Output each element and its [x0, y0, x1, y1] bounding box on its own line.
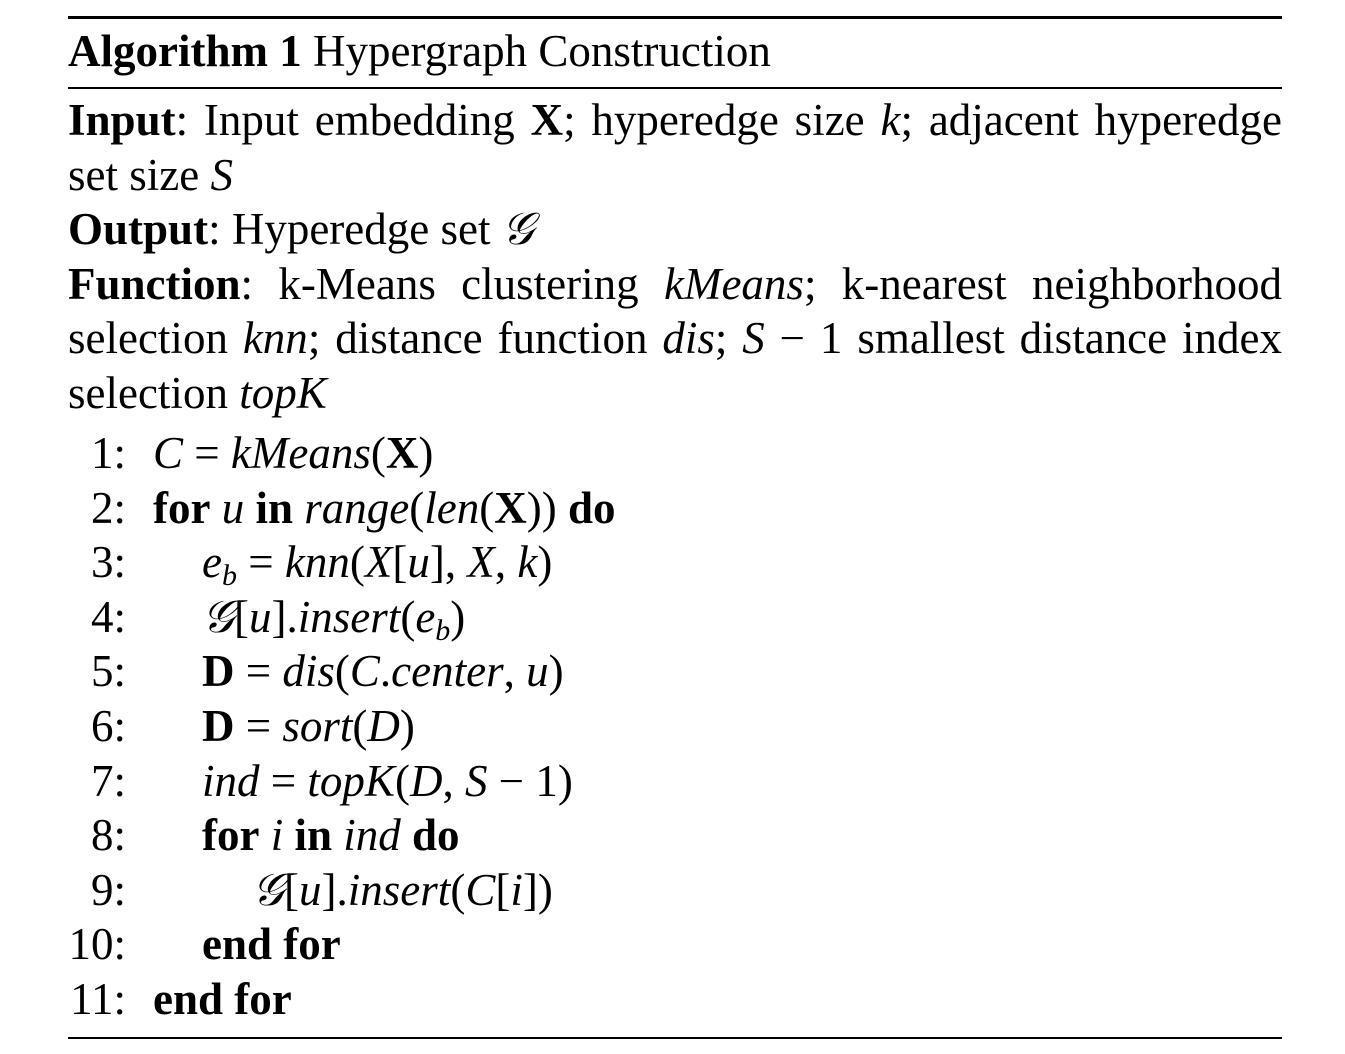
step-body: end for [202, 919, 341, 970]
algorithm-block [68, 16, 1282, 1039]
step-8 [68, 808, 1282, 863]
step-1 [68, 426, 1282, 481]
step-number: 3: [90, 537, 126, 588]
step-body: C = kMeans(X) [153, 428, 434, 478]
step-number: 6: [90, 700, 126, 751]
step-5 [68, 644, 1282, 699]
step-7 [68, 754, 1282, 809]
step-body: for u in range(len(X)) do [153, 482, 616, 533]
caption-rule [68, 87, 1282, 89]
step-number: 7: [90, 755, 126, 806]
step-body: 𝒢[u].insert(C[i]) [252, 862, 553, 916]
step-body: for i in ind do [202, 810, 460, 861]
function-key: Function [68, 258, 241, 309]
step-2 [68, 481, 1282, 536]
step-number: 11: [70, 973, 126, 1024]
step-number: 5: [90, 646, 126, 697]
output-text: : Hyperedge set 𝒢 [208, 202, 534, 255]
step-number: 4: [90, 591, 126, 642]
bottom-rule [68, 1037, 1282, 1039]
step-11 [68, 972, 1282, 1027]
step-body: ind = topK(D, S − 1) [202, 755, 573, 806]
algorithm-title: Hypergraph Construction [312, 26, 771, 76]
input-text: : Input embedding X; hyperedge size k; adjacent hyperedge set size S [68, 95, 1282, 200]
step-6 [68, 699, 1282, 754]
algorithm-label: Algorithm 1 [68, 26, 302, 76]
algorithm-caption [68, 19, 1282, 87]
step-3 [68, 535, 1282, 593]
step-body: end for [153, 973, 292, 1024]
input-line [68, 93, 1282, 202]
step-body: D = sort(D) [202, 700, 415, 751]
step-number: 8: [90, 810, 126, 861]
output-key: Output [68, 204, 209, 254]
input-key: Input [68, 95, 176, 145]
step-body: $𝒢[u].insert(e_b)$ [202, 589, 466, 647]
output-line [68, 202, 1282, 257]
step-number: 10: [68, 919, 126, 970]
algorithm-header [68, 93, 1282, 420]
step-body: $e_b = knn(X[u]$, X, k) [202, 537, 553, 593]
step-9 [68, 863, 1282, 918]
step-body: D = dis(C.center, u) [202, 646, 564, 697]
function-text: : k-Means clustering kMeans; k-nearest neighborhood selection knn; distance function dis; S − 1 smallest distance index selection topK [68, 258, 1282, 418]
function-line [68, 257, 1282, 421]
step-number: 1: [90, 428, 126, 478]
step-number: 2: [90, 482, 126, 533]
step-4 [68, 590, 1282, 645]
algorithm-steps [68, 426, 1282, 1027]
step-number: 9: [90, 864, 126, 915]
step-10 [68, 917, 1282, 972]
